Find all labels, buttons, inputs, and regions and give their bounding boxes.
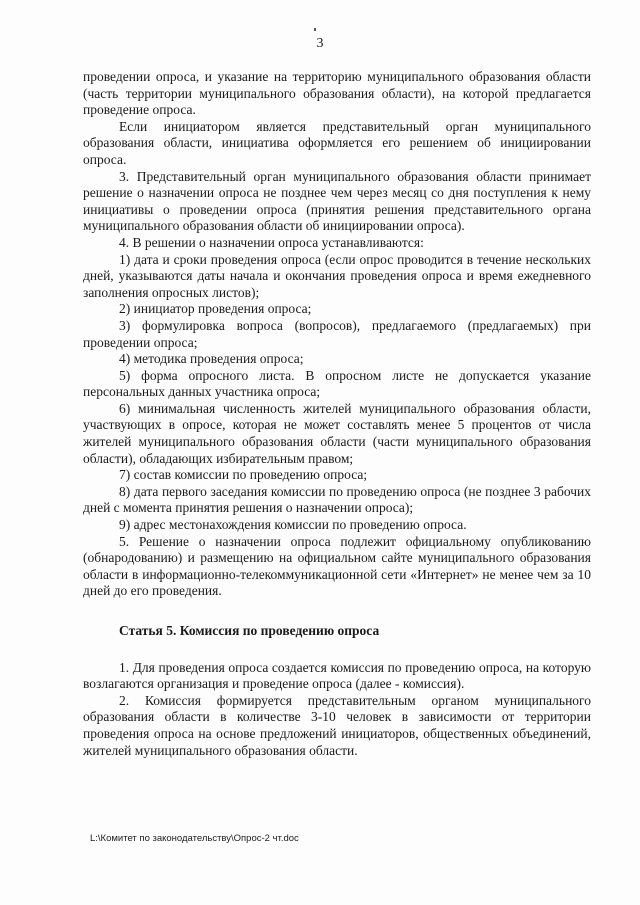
list-item: 8) дата первого заседания комиссии по проведению опроса (не позднее 3 рабочих дней с момента принятия решения о назначении опроса);: [83, 483, 591, 516]
paragraph: Если инициатором является представительный орган муниципального образования области, инициатива оформляется его решением об инициировании опроса.: [83, 118, 591, 167]
list-item: 2) инициатор проведения опроса;: [119, 301, 312, 317]
article-heading: Статья 5. Комиссия по проведению опроса: [119, 623, 380, 638]
paragraph: 2. Комиссия формируется представительным органом муниципального образования области в количестве 3-10 человек в зависимости от территории проведения опроса на основе предложений инициаторов, общественных объединений, жителей муниципального образования области.: [83, 692, 591, 758]
scan-speck: [314, 28, 316, 31]
file-path-footer: L:\Комитет по законодательству\Опрос-2 чт.doc: [90, 833, 299, 844]
list-item: 1) дата и сроки проведения опроса (если опрос проводится в течение нескольких дней, указываются даты начала и окончания проведения опроса и время ежедневного заполнения опросных листов);: [83, 251, 591, 300]
list-item: 6) минимальная численность жителей муниципального образования области, участвующих в опросе, которая не может составлять менее 5 процентов от числа жителей муниципального образования области (части муниципального образования области), обладающих избирательным правом;: [83, 400, 591, 466]
list-item: 4) методика проведения опроса;: [119, 351, 304, 367]
list-item: 9) адрес местонахождения комиссии по проведению опроса.: [119, 517, 467, 533]
paragraph-continuation: проведении опроса, и указание на территорию муниципального образования области (часть территории муниципального образования области), на которой предлагается проведение опроса.: [83, 69, 591, 118]
paragraph: 4. В решении о назначении опроса устанавливаются:: [119, 234, 424, 250]
paragraph: 1. Для проведения опроса создается комиссия по проведению опроса, на которую возлагаются организация и проведение опроса (далее - комиссия).: [83, 659, 591, 692]
list-item: 5) форма опросного листа. В опросном листе не допускается указание персональных данных участника опроса;: [83, 367, 591, 400]
paragraph: 5. Решение о назначении опроса подлежит официальному опубликованию (обнародованию) и размещению на официальном сайте муниципального образования области в информационно-телекоммуникационной сети «Интернет» не менее чем за 10 дней до его проведения.: [83, 533, 591, 599]
paragraph: 3. Представительный орган муниципального образования области принимает решение о назначении опроса не позднее чем через месяц со дня поступления к нему инициативы о проведении опроса (принятия решения представительного органа муниципального образования области об инициировании опроса).: [83, 168, 591, 234]
document-body: [83, 69, 591, 759]
list-item: 3) формулировка вопроса (вопросов), предлагаемого (предлагаемых) при проведении опроса;: [83, 317, 591, 350]
page-number: 3: [316, 36, 324, 51]
list-item: 7) состав комиссии по проведению опроса;: [119, 467, 368, 483]
